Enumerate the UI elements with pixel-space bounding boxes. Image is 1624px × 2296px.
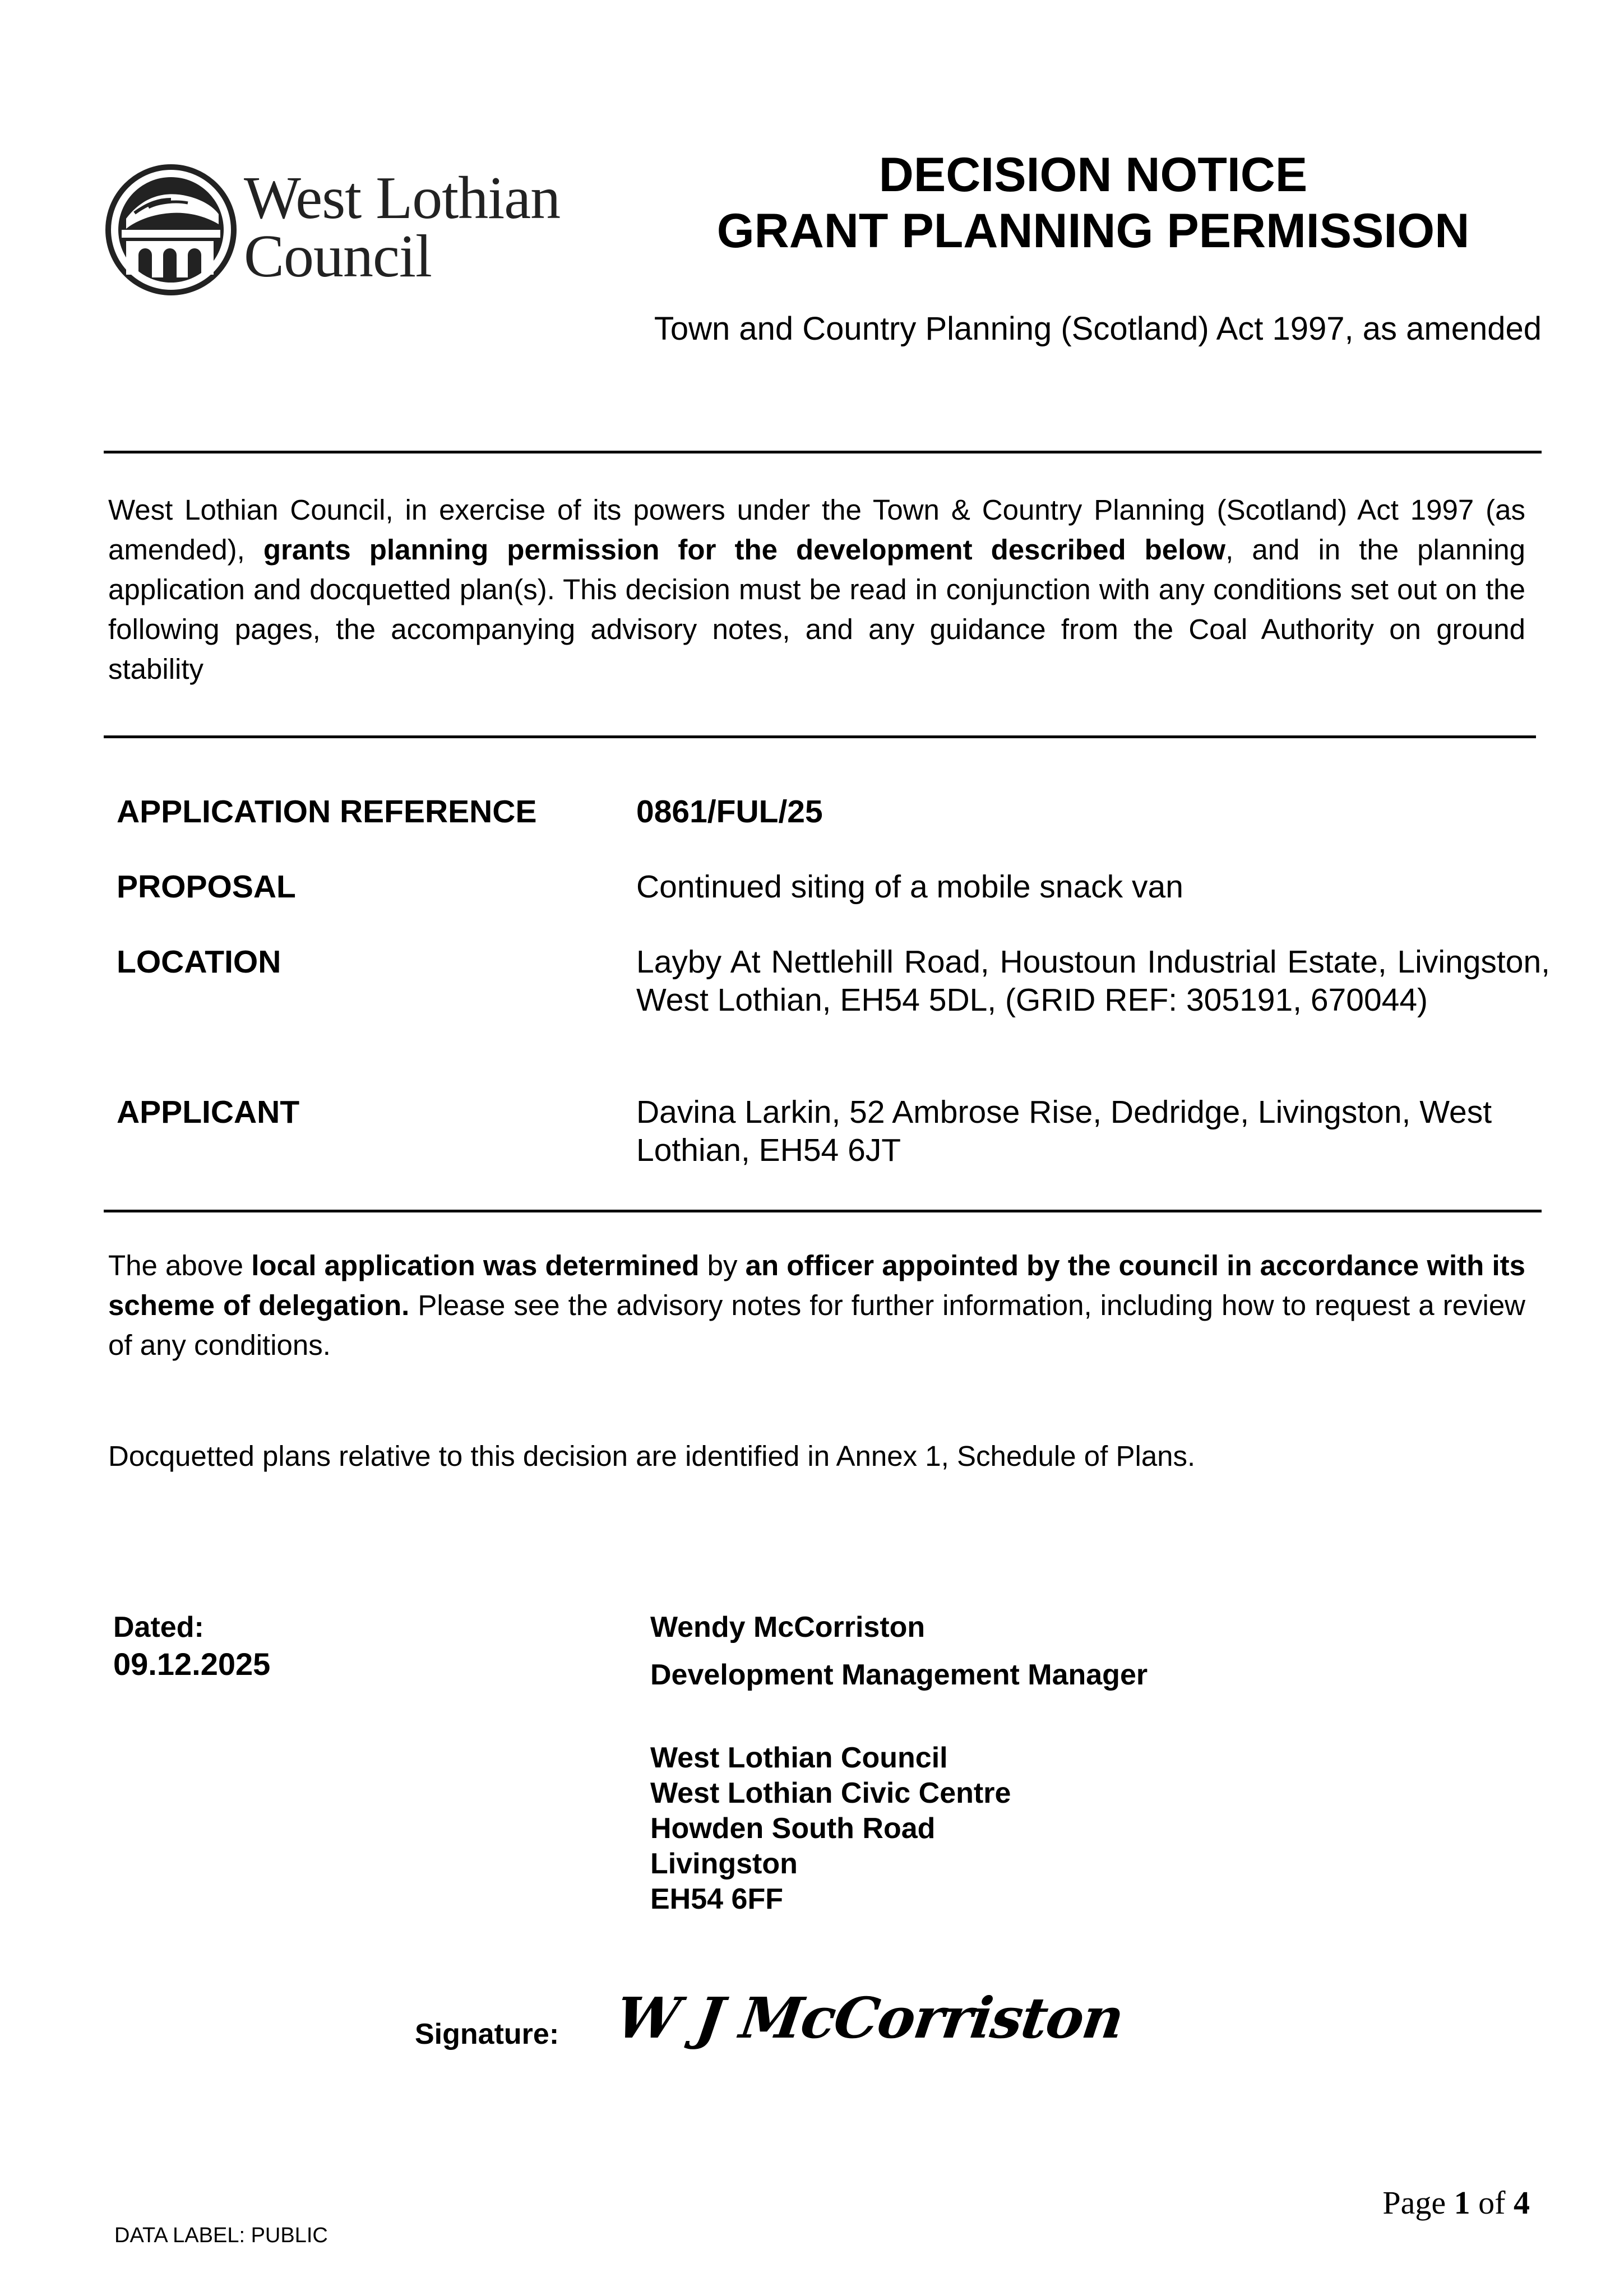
determination-bold-1: local application was determined xyxy=(251,1249,700,1281)
divider xyxy=(104,1210,1542,1212)
reference-value: 0861/FUL/25 xyxy=(636,794,823,830)
signature-label: Signature: xyxy=(415,2018,559,2050)
divider xyxy=(104,451,1542,453)
dated-label: Dated: xyxy=(113,1611,204,1644)
address-line: EH54 6FF xyxy=(650,1883,783,1915)
docquetted-note: Docquetted plans relative to this decision are identified in Annex 1, Schedule of Plans. xyxy=(108,1440,1196,1472)
address-line: West Lothian Civic Centre xyxy=(650,1777,1011,1809)
council-logo xyxy=(104,157,619,297)
page-of: of xyxy=(1470,2184,1514,2221)
act-reference: Town and Country Planning (Scotland) Act 1997, as amended xyxy=(654,311,1542,347)
title-grant-permission: GRANT PLANNING PERMISSION xyxy=(716,204,1470,258)
intro-text: West Lothian Council, in exercise of its powers under the Town & Country Planning (Scotland) Act 1997 (as amended), xyxy=(108,494,1525,566)
applicant-label: APPLICANT xyxy=(117,1094,300,1130)
address-line: West Lothian Council xyxy=(650,1742,948,1774)
dated-value: 09.12.2025 xyxy=(113,1646,271,1682)
handwritten-signature: W J McCorriston xyxy=(612,1985,1127,2051)
location-value: Layby At Nettlehill Road, Houstoun Industrial Estate, Livingston, West Lothian, EH54 5DL, (GRID REF: 305191, 670044) xyxy=(636,944,1550,1018)
logo-text-line2: Council xyxy=(244,223,432,290)
location-label: LOCATION xyxy=(117,944,281,980)
proposal-value: Continued siting of a mobile snack van xyxy=(636,869,1183,905)
viaduct-emblem-icon xyxy=(104,163,238,297)
data-label: DATA LABEL: PUBLIC xyxy=(114,2224,328,2247)
title-decision-notice: DECISION NOTICE xyxy=(878,148,1308,202)
divider xyxy=(104,735,1536,738)
page-current: 1 xyxy=(1454,2184,1470,2221)
determination-text: The above xyxy=(108,1249,252,1281)
logo-text xyxy=(244,165,561,290)
determination-paragraph xyxy=(108,1246,1525,1365)
intro-text-rest: , and in the planning application and docquetted plan(s). This decision must be read in conjunction with any conditions set out on the following pages, the accompanying advisory notes, and any guidance from the Coal Authority on ground stability xyxy=(108,534,1525,685)
address-line: Howden South Road xyxy=(650,1812,936,1845)
page-prefix: Page xyxy=(1382,2184,1454,2221)
page-total: 4 xyxy=(1514,2184,1530,2221)
determination-text-2: by xyxy=(699,1249,746,1281)
reference-label: APPLICATION REFERENCE xyxy=(117,794,537,830)
officer-role: Development Management Manager xyxy=(650,1659,1148,1691)
logo-text-line1: West Lothian xyxy=(244,165,561,232)
intro-bold-text: grants planning permission for the development described below xyxy=(263,534,1226,566)
determination-text-3: Please see the advisory notes for further information, including how to request a review of any conditions. xyxy=(108,1289,1526,1361)
applicant-value: Davina Larkin, 52 Ambrose Rise, Dedridge, Livingston, West Lothian, EH54 6JT xyxy=(636,1094,1492,1168)
page-number xyxy=(1382,2183,1530,2223)
determination-bold-2: an officer appointed by the council in accordance with its scheme of delegation. xyxy=(108,1249,1526,1321)
intro-paragraph xyxy=(108,490,1525,689)
officer-name: Wendy McCorriston xyxy=(650,1611,926,1644)
proposal-label: PROPOSAL xyxy=(117,869,296,905)
address-line: Livingston xyxy=(650,1848,798,1880)
council-address xyxy=(650,1740,1011,1917)
